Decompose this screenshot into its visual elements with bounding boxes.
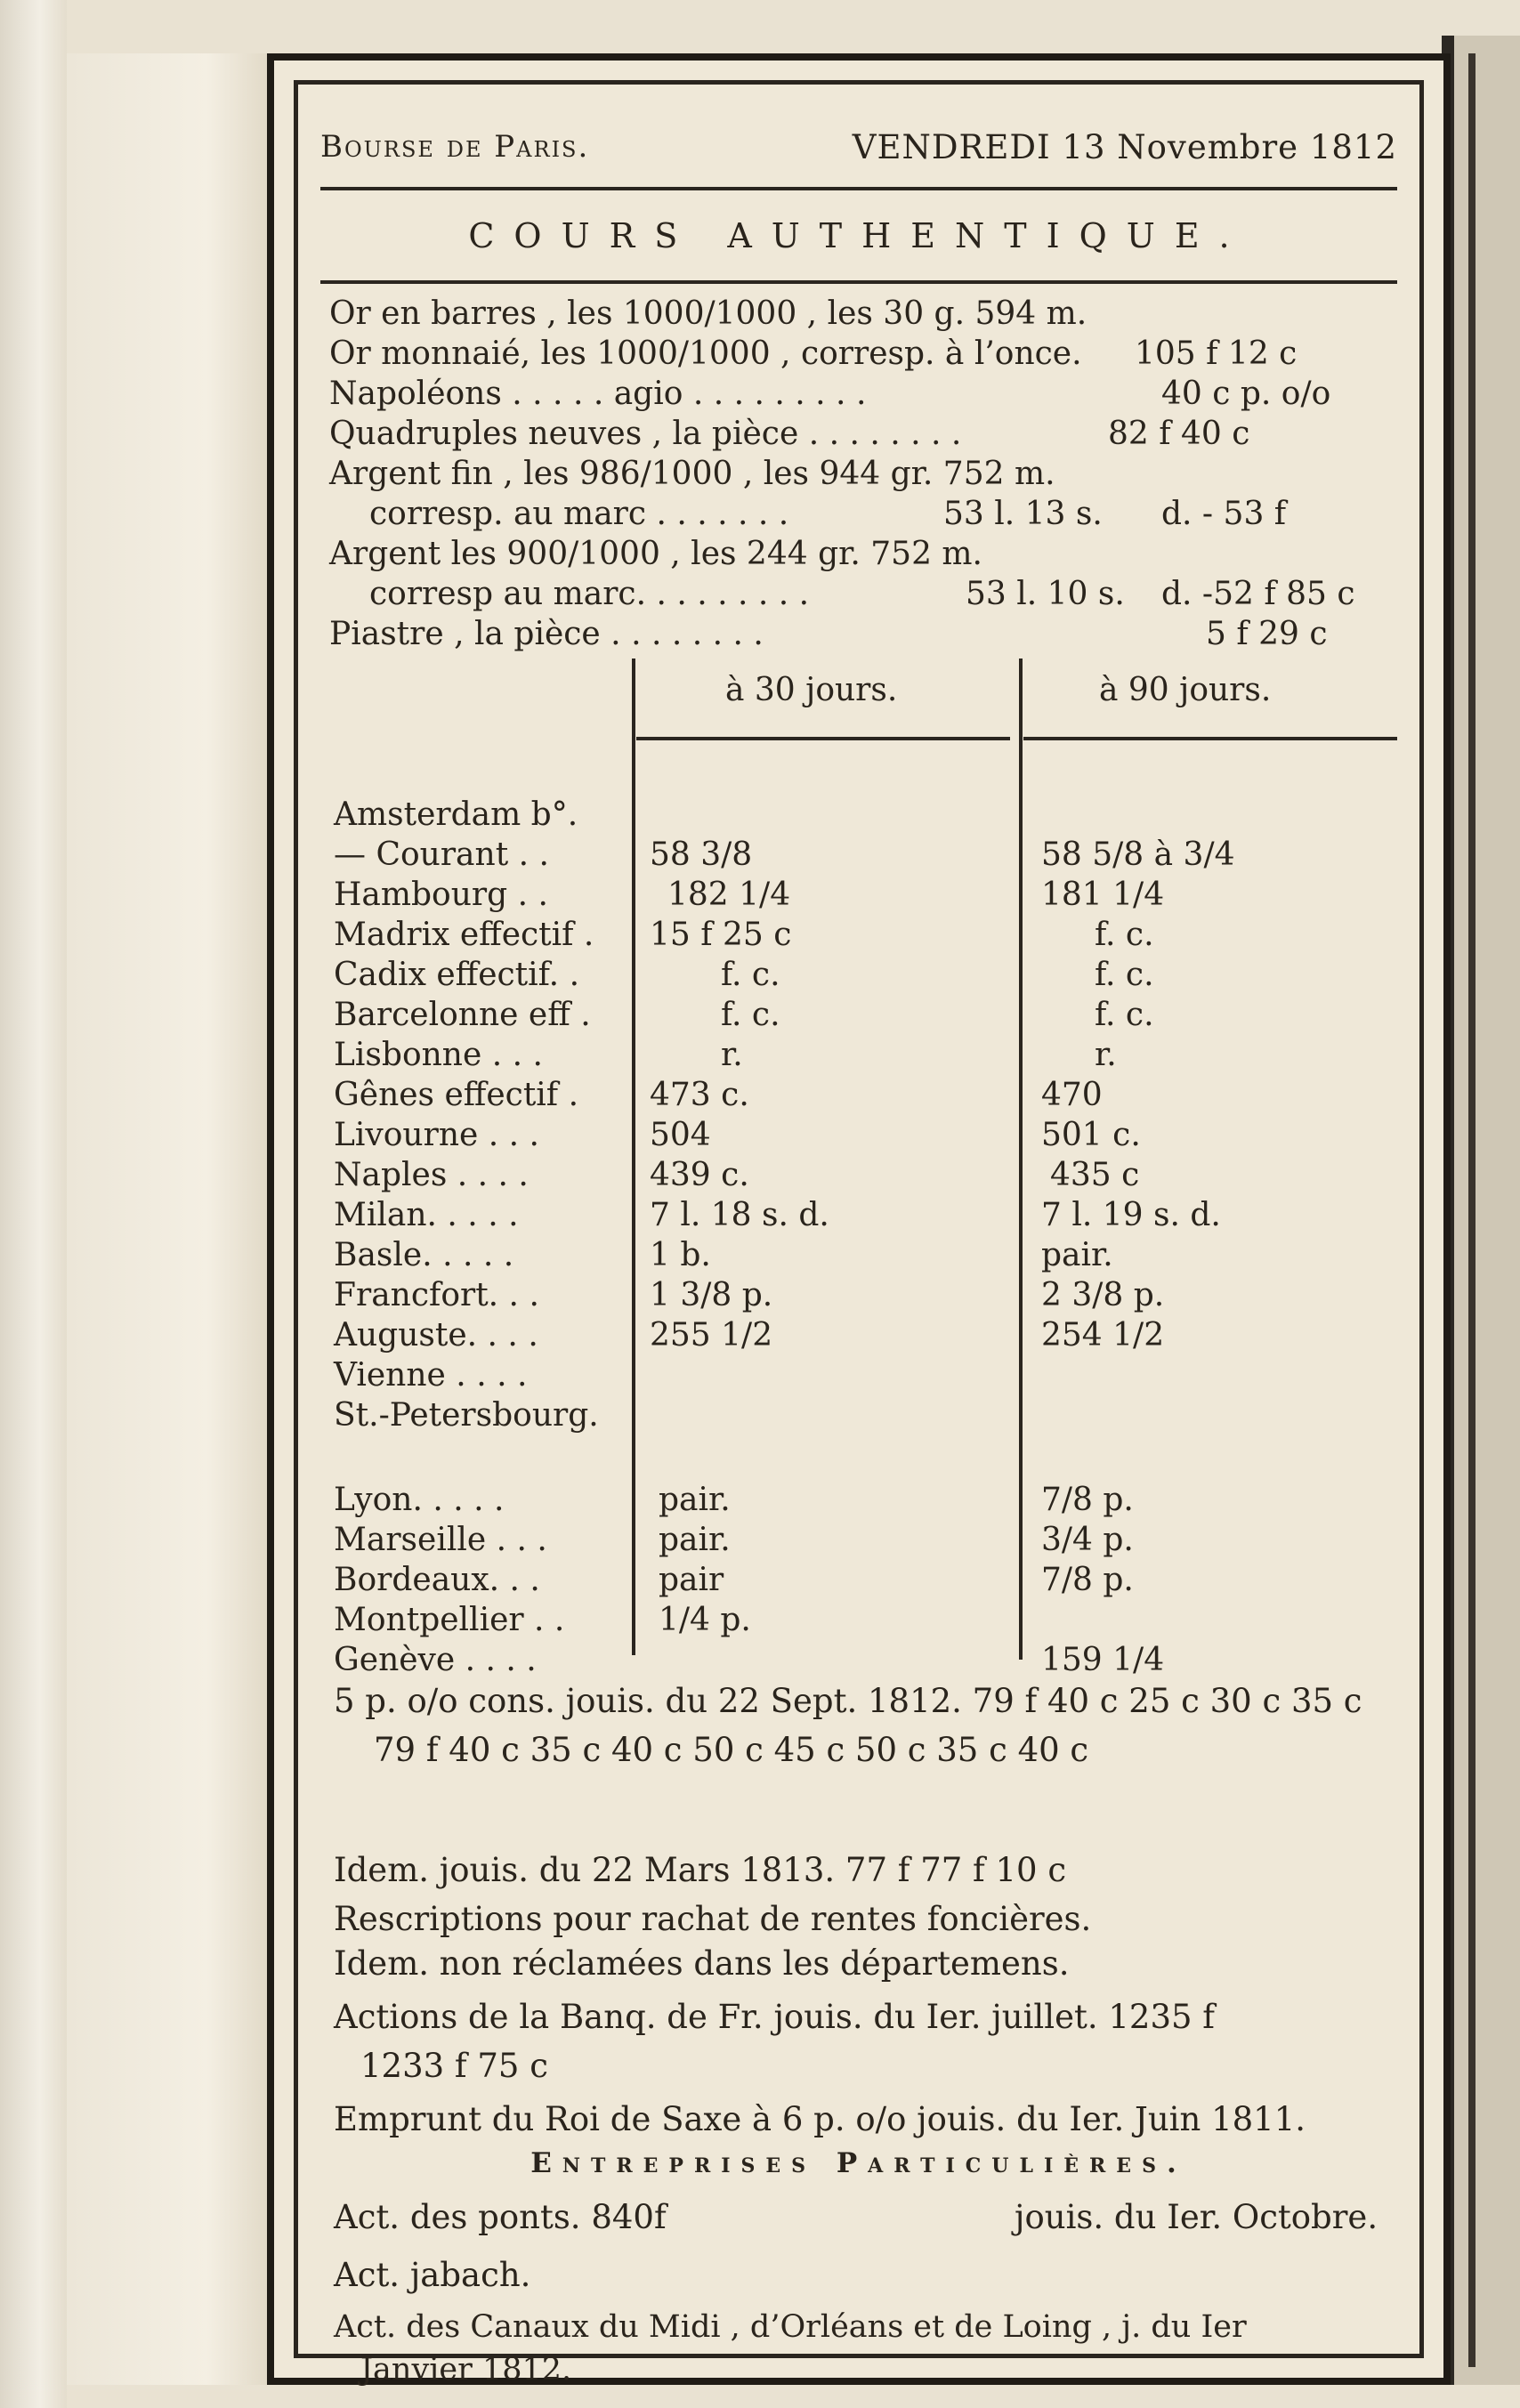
rate-30: r. <box>721 1037 743 1073</box>
book-spine <box>0 0 67 2408</box>
rate-90: 181 1/4 <box>1041 877 1165 913</box>
ponts-jouis: jouis. du Ier. Octobre. <box>1015 2198 1379 2236</box>
rate-30: f. c. <box>721 997 780 1033</box>
exchange-row <box>334 877 1366 916</box>
place: Basle. . . . . <box>334 1237 514 1273</box>
rate-90: f. c. <box>1095 957 1154 993</box>
exchange-row <box>334 1357 1366 1396</box>
rate-30: 15 f 25 c <box>650 917 792 953</box>
exchange-row <box>334 917 1366 956</box>
jabach-line: Act. jabach. <box>334 2256 531 2294</box>
rate-90: 470 <box>1041 1077 1103 1113</box>
rate-30: pair. <box>659 1522 731 1558</box>
metal-label: Argent fin , les 986/1000 , les 944 gr. 752 m. <box>329 456 1055 492</box>
metal-label: Or monnaié, les 1000/1000 , corresp. à l’once. <box>329 335 1082 372</box>
entreprises-heading: Entreprises Particulières. <box>530 2147 1187 2179</box>
place: Bordeaux. . . <box>334 1562 540 1598</box>
column-heading-30: à 30 jours. <box>725 672 898 708</box>
domestic-row <box>334 1522 1366 1561</box>
page-stack-edge <box>1442 36 1520 2385</box>
exchange-row <box>334 1077 1366 1116</box>
place: Livourne . . . <box>334 1117 539 1153</box>
rate-30: 255 1/2 <box>650 1317 773 1353</box>
column-heading-rule-30 <box>636 737 1010 740</box>
place: Barcelonne eff . <box>334 997 591 1033</box>
metal-value: 53 l. 13 s. <box>943 496 1103 532</box>
metal-label: corresp. au marc . . . . . . . <box>369 496 789 532</box>
rate-90: 254 1/2 <box>1041 1317 1165 1353</box>
place: Genève . . . . <box>334 1642 537 1678</box>
rate-30: f. c. <box>721 957 780 993</box>
rescriptions-line: Rescriptions pour rachat de rentes foncières. <box>334 1900 1092 1938</box>
place: Cadix effectif. . <box>334 957 580 993</box>
rate-90: 7/8 p. <box>1041 1562 1134 1598</box>
place: Vienne . . . . <box>334 1357 528 1394</box>
place: Auguste. . . . <box>334 1317 538 1353</box>
metal-row <box>329 494 1397 534</box>
metal-label: Argent les 900/1000 , les 244 gr. 752 m. <box>329 536 982 572</box>
metal-value-2: d. - 53 f <box>1161 496 1287 532</box>
metal-label: corresp au marc. . . . . . . . . <box>369 576 810 612</box>
date-label: VENDREDI 13 Novembre 1812 <box>852 127 1397 166</box>
canaux-line-2: Janvier 1812. <box>360 2352 572 2388</box>
metal-row <box>329 334 1397 374</box>
bulletin-page <box>267 53 1451 2388</box>
page-border <box>294 80 1424 2388</box>
place: Amsterdam b°. <box>334 796 578 833</box>
metal-row <box>329 614 1397 654</box>
exchange-row <box>334 836 1366 876</box>
place: Madrix effectif . <box>334 917 594 953</box>
metal-value: 40 c p. o/o <box>1161 376 1331 412</box>
domestic-row <box>334 1482 1366 1521</box>
rate-30: 473 c. <box>650 1077 749 1113</box>
bourse-label: Bourse de Paris. <box>320 129 590 165</box>
place: Montpellier . . <box>334 1602 565 1638</box>
rate-30: 1 b. <box>650 1237 711 1273</box>
rate-30: 1 3/8 p. <box>650 1277 773 1313</box>
metals-section <box>329 294 1397 654</box>
exchange-row <box>334 1277 1366 1316</box>
place: — Courant . . <box>334 836 549 873</box>
place: Marseille . . . <box>334 1522 547 1558</box>
domestic-row <box>334 1602 1366 1641</box>
place: Milan. . . . . <box>334 1197 519 1233</box>
domestic-row <box>334 1642 1366 1681</box>
rate-90: 3/4 p. <box>1041 1522 1134 1558</box>
exchange-row <box>334 1117 1366 1156</box>
metal-value: 82 f 40 c <box>1108 416 1250 452</box>
metal-row <box>329 534 1397 574</box>
metal-row <box>329 454 1397 494</box>
place: St.-Petersbourg. <box>334 1397 599 1434</box>
place: Gênes effectif . <box>334 1077 579 1113</box>
rate-90: 58 5/8 à 3/4 <box>1041 836 1235 873</box>
page-title: COURS AUTHENTIQUE. <box>320 191 1397 284</box>
rate-30: pair <box>659 1562 724 1598</box>
idem-line: Idem. jouis. du 22 Mars 1813. 77 f 77 f 10 c <box>334 1851 1067 1889</box>
rate-90: f. c. <box>1095 997 1154 1033</box>
metal-label: Quadruples neuves , la pièce . . . . . . . . <box>329 416 962 452</box>
metal-row <box>329 414 1397 454</box>
rate-30: pair. <box>659 1482 731 1518</box>
exchange-row <box>334 1037 1366 1076</box>
rate-30: 182 1/4 <box>667 877 791 913</box>
actions-banque-line-2: 1233 f 75 c <box>360 2047 548 2085</box>
metal-row <box>329 374 1397 414</box>
exchange-row <box>334 997 1366 1036</box>
rate-30: 58 3/8 <box>650 836 753 873</box>
rate-90: pair. <box>1041 1237 1113 1273</box>
emprunt-line: Emprunt du Roi de Saxe à 6 p. o/o jouis. du Ier. Juin 1811. <box>334 2100 1306 2138</box>
rate-30: 504 <box>650 1117 711 1153</box>
metal-row <box>329 574 1397 614</box>
exchange-row <box>334 796 1366 836</box>
place: Francfort. . . <box>334 1277 539 1313</box>
canaux-line: Act. des Canaux du Midi , d’Orléans et de Loing , j. du Ier <box>334 2309 1247 2345</box>
exchange-row <box>334 1237 1366 1276</box>
rate-30: 7 l. 18 s. d. <box>650 1197 829 1233</box>
metal-value-2: d. -52 f 85 c <box>1161 576 1355 612</box>
rate-90: 435 c <box>1050 1157 1140 1193</box>
metal-label: Piastre , la pièce . . . . . . . . <box>329 616 764 652</box>
metal-value: 53 l. 10 s. <box>966 576 1125 612</box>
metal-value-2: 5 f 29 c <box>1206 616 1328 652</box>
rate-30: 1/4 p. <box>659 1602 751 1638</box>
metal-label: Napoléons . . . . . agio . . . . . . . . . <box>329 376 867 412</box>
rate-30: 439 c. <box>650 1157 749 1193</box>
place: Lyon. . . . . <box>334 1482 505 1518</box>
place: Hambourg . . <box>334 877 548 913</box>
actions-banque-line: Actions de la Banq. de Fr. jouis. du Ier. juillet. 1235 f <box>334 1998 1216 2036</box>
exchange-row <box>334 1397 1366 1436</box>
exchange-row <box>334 1317 1366 1356</box>
exchange-row <box>334 957 1366 996</box>
exchange-row <box>334 1197 1366 1236</box>
column-heading-rule-90 <box>1023 737 1397 740</box>
idem-non-reclamees-line: Idem. non réclamées dans les départemens. <box>334 1944 1070 1983</box>
domestic-row <box>334 1562 1366 1601</box>
header <box>320 107 1397 190</box>
metal-value: 105 f 12 c <box>1135 335 1298 372</box>
rate-90: 7 l. 19 s. d. <box>1041 1197 1221 1233</box>
rate-90: r. <box>1095 1037 1117 1073</box>
metal-label: Or en barres , les 1000/1000 , les 30 g. 594 m. <box>329 295 1087 332</box>
metal-row <box>329 294 1397 334</box>
column-heading-90: à 90 jours. <box>1099 672 1272 708</box>
ponts-line: Act. des ponts. 840f <box>334 2198 667 2236</box>
rente-line-1: 5 p. o/o cons. jouis. du 22 Sept. 1812. 79 f 40 c 25 c 30 c 35 c <box>334 1682 1362 1720</box>
place: Lisbonne . . . <box>334 1037 543 1073</box>
rente-line-2: 79 f 40 c 35 c 40 c 50 c 45 c 50 c 35 c 40 c <box>374 1731 1089 1769</box>
rate-90: 159 1/4 <box>1041 1642 1165 1678</box>
rate-90: 7/8 p. <box>1041 1482 1134 1518</box>
rate-90: 501 c. <box>1041 1117 1141 1153</box>
rate-90: 2 3/8 p. <box>1041 1277 1165 1313</box>
rate-90: f. c. <box>1095 917 1154 953</box>
exchange-row <box>334 1157 1366 1196</box>
previous-page-edge <box>67 53 267 2385</box>
place: Naples . . . . <box>334 1157 529 1193</box>
